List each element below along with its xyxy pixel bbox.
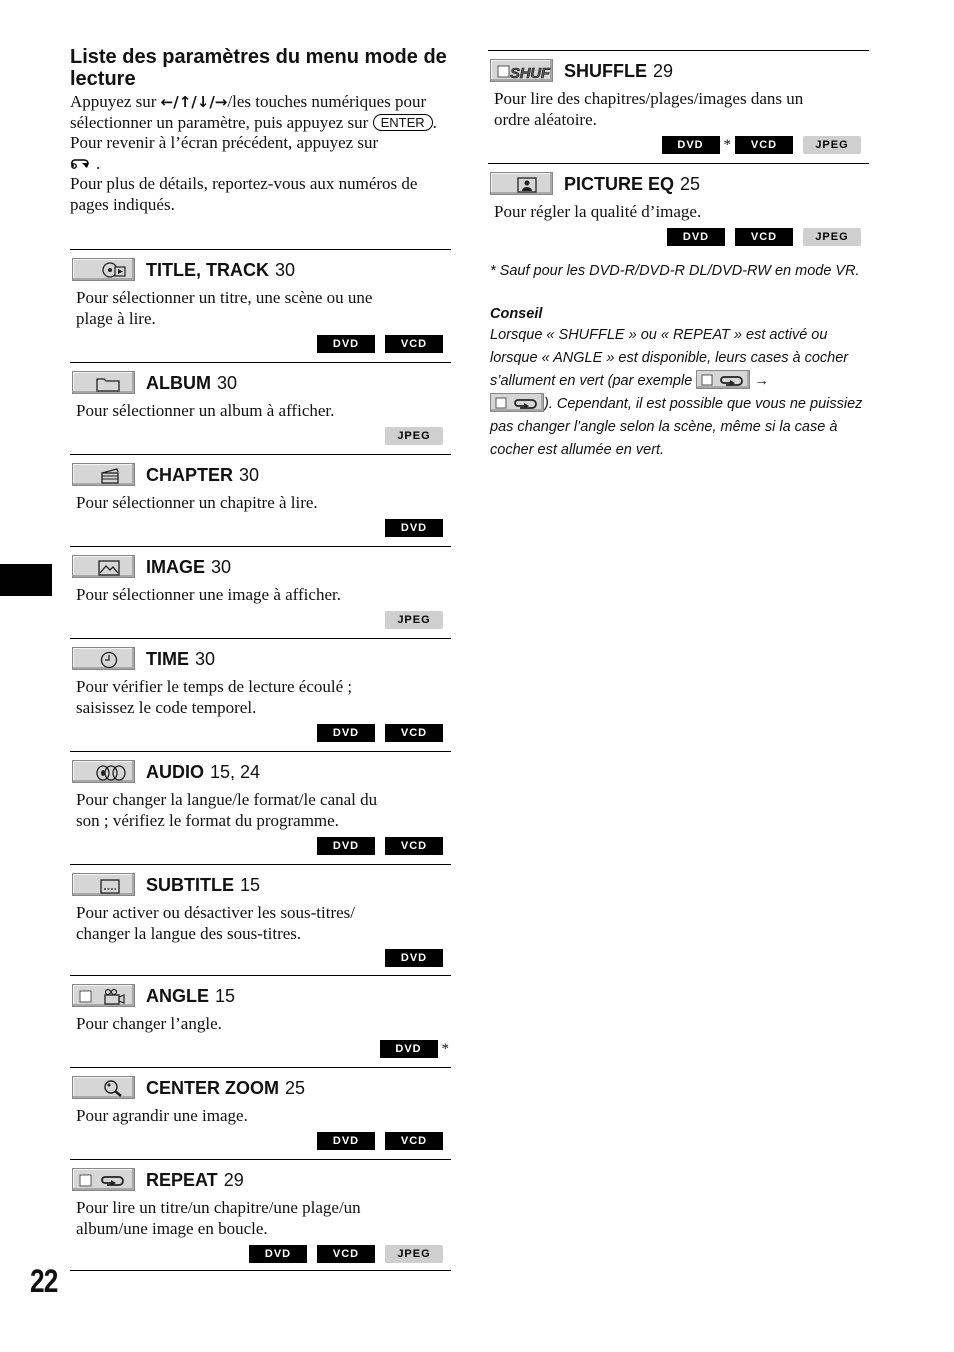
vcd-badge: VCD [735, 136, 793, 154]
section-description: Pour vérifier le temps de lecture écoulé ; saisissez le code temporel. [76, 677, 353, 717]
section-title: AUDIO 15, 24 [146, 762, 261, 782]
section-description: Pour lire un titre/un chapitre/une plage/un album/une image en boucle. [76, 1198, 361, 1238]
format-badges [317, 1132, 443, 1150]
section-title: IMAGE 30 [146, 557, 232, 577]
page-reference: 15 [240, 875, 261, 895]
intro-text-3: Pour revenir à l’écran précédent, appuyez sur [70, 133, 379, 152]
intro-body: Appuyez sur ←/↑/↓/→/les touches numériques pour sélectionner un paramètre, puis appuyez sur ENTER . Pour revenir à l’écran précédent, appuyez sur . Pour plus de détails, reportez-vous aux numéros de pages indiqués. [70, 92, 437, 214]
page-reference: 15 [215, 986, 236, 1006]
footnote-marker: * [723, 136, 731, 153]
page-reference: 30 [275, 260, 296, 280]
format-badges [317, 724, 443, 742]
chapter-tab-marker [0, 564, 52, 596]
tip-body: Lorsque « SHUFFLE » ou « REPEAT » est activé ou lorsque « ANGLE » est disponible, leurs cases à cocher s’allument en vert (par exemple → ). Cependant, il est possible que vous ne puissiez pas changer l’angle selon la scène, même si la case à cocher est allumée en vert. [490, 327, 863, 458]
dvd-badge: DVD [317, 335, 375, 353]
section-title: PICTURE EQ 25 [564, 174, 701, 194]
section-description: Pour régler la qualité d’image. [494, 202, 702, 221]
param-section-angle [70, 975, 451, 1067]
section-title: ANGLE 15 [146, 986, 236, 1006]
picture-eq-icon [490, 172, 553, 195]
dvd-badge: DVD [317, 837, 375, 855]
vcd-badge: VCD [735, 228, 793, 246]
format-badges [385, 519, 443, 537]
dvd-badge: DVD [667, 228, 725, 246]
param-section-audio [70, 751, 451, 864]
page-reference: 30 [211, 557, 232, 577]
arrow-keys-icon: ←/↑/↓/→ [160, 93, 228, 111]
jpeg-badge: JPEG [385, 611, 443, 629]
format-badges [385, 949, 443, 967]
param-section-chapter [70, 454, 451, 546]
zoom-icon [72, 1076, 135, 1099]
dvd-badge: DVD [317, 724, 375, 742]
format-badges [662, 136, 862, 154]
section-title: TITLE, TRACK 30 [146, 260, 296, 280]
repeat-icon [72, 1168, 135, 1191]
jpeg-badge: JPEG [803, 228, 861, 246]
section-title: SHUFFLE 29 [564, 61, 674, 81]
section-description: Pour lire des chapitres/plages/images dans un ordre aléatoire. [494, 89, 804, 129]
intro-text-4: Pour plus de détails, reportez-vous aux numéros de pages indiqués. [70, 174, 418, 214]
vcd-badge: VCD [385, 724, 443, 742]
jpeg-badge: JPEG [385, 427, 443, 445]
section-title: SUBTITLE 15 [146, 875, 261, 895]
shuffle-icon [490, 59, 553, 82]
param-section-album [70, 362, 451, 454]
vcd-badge: VCD [385, 837, 443, 855]
param-section-time [70, 638, 451, 751]
clock-icon [72, 647, 135, 670]
intro-text-1: Appuyez sur [70, 92, 161, 111]
param-section-image [70, 546, 451, 638]
svg-text:SHUF: SHUF [510, 65, 550, 82]
intro-text-2: /les touches numériques pour sélectionner un paramètre, puis appuyez sur [70, 92, 427, 132]
format-badges [385, 611, 443, 629]
section-description: Pour changer l’angle. [76, 1014, 222, 1033]
dvd-badge: DVD [662, 136, 720, 154]
dvd-badge: DVD [249, 1245, 307, 1263]
section-description: Pour activer ou désactiver les sous-titres/ changer la langue des sous-titres. [76, 903, 356, 943]
page-reference: 25 [680, 174, 701, 194]
page-number: 22 [30, 1263, 58, 1299]
jpeg-badge: JPEG [385, 1245, 443, 1263]
footnote: * Sauf pour les DVD-R/DVD-R DL/DVD-RW en mode VR. [490, 263, 860, 279]
section-description: Pour changer la langue/le format/le canal du son ; vérifiez le format du programme. [76, 790, 378, 830]
dvd-badge: DVD [317, 1132, 375, 1150]
section-description: Pour sélectionner un album à afficher. [76, 401, 335, 420]
audio-icon [72, 760, 135, 783]
format-badges [249, 1245, 443, 1263]
image-icon [72, 555, 135, 578]
section-description: Pour sélectionner un titre, une scène ou une plage à lire. [76, 288, 373, 328]
dvd-badge: DVD [385, 949, 443, 967]
folder-icon [72, 371, 135, 394]
format-badges [380, 1040, 449, 1058]
section-description: Pour sélectionner un chapitre à lire. [76, 493, 318, 512]
param-section-picture-eq [488, 163, 869, 259]
page-reference: 30 [217, 373, 238, 393]
page-reference: 15, 24 [210, 762, 261, 782]
param-section-subtitle [70, 864, 451, 975]
dvd-badge: DVD [380, 1040, 438, 1058]
section-title: CHAPTER 30 [146, 465, 260, 485]
format-badges [667, 228, 861, 246]
footnote-marker: * [441, 1040, 449, 1057]
param-section-center-zoom [70, 1067, 451, 1159]
vcd-badge: VCD [385, 335, 443, 353]
enter-key: ENTER [373, 114, 433, 131]
repeat-checkbox-off-icon [696, 370, 750, 389]
section-title: ALBUM 30 [146, 373, 238, 393]
section-title: TIME 30 [146, 649, 216, 669]
section-description: Pour sélectionner une image à afficher. [76, 585, 341, 604]
page-reference: 29 [223, 1170, 244, 1190]
tip-title: Conseil [490, 306, 543, 322]
section-description: Pour agrandir une image. [76, 1106, 248, 1125]
clapper-icon [72, 463, 135, 486]
jpeg-badge: JPEG [803, 136, 861, 154]
param-section-title-track [70, 249, 451, 362]
page-reference: 30 [239, 465, 260, 485]
format-badges [317, 335, 443, 353]
repeat-checkbox-on-icon [490, 393, 544, 412]
return-icon [70, 155, 96, 169]
param-section-repeat [70, 1159, 451, 1271]
dvd-badge: DVD [385, 519, 443, 537]
angle-camera-icon [72, 984, 135, 1007]
section-title: REPEAT 29 [146, 1170, 244, 1190]
param-section-shuffle [488, 50, 869, 163]
intro-heading: Liste des paramètres du menu mode de lecture [70, 46, 447, 90]
format-badges [385, 427, 443, 445]
page-reference: 25 [285, 1078, 306, 1098]
vcd-badge: VCD [317, 1245, 375, 1263]
section-title: CENTER ZOOM 25 [146, 1078, 306, 1098]
page-reference: 29 [653, 61, 674, 81]
vcd-badge: VCD [385, 1132, 443, 1150]
page-reference: 30 [195, 649, 216, 669]
format-badges [317, 837, 443, 855]
subtitle-icon [72, 873, 135, 896]
title-track-icon [72, 258, 135, 281]
